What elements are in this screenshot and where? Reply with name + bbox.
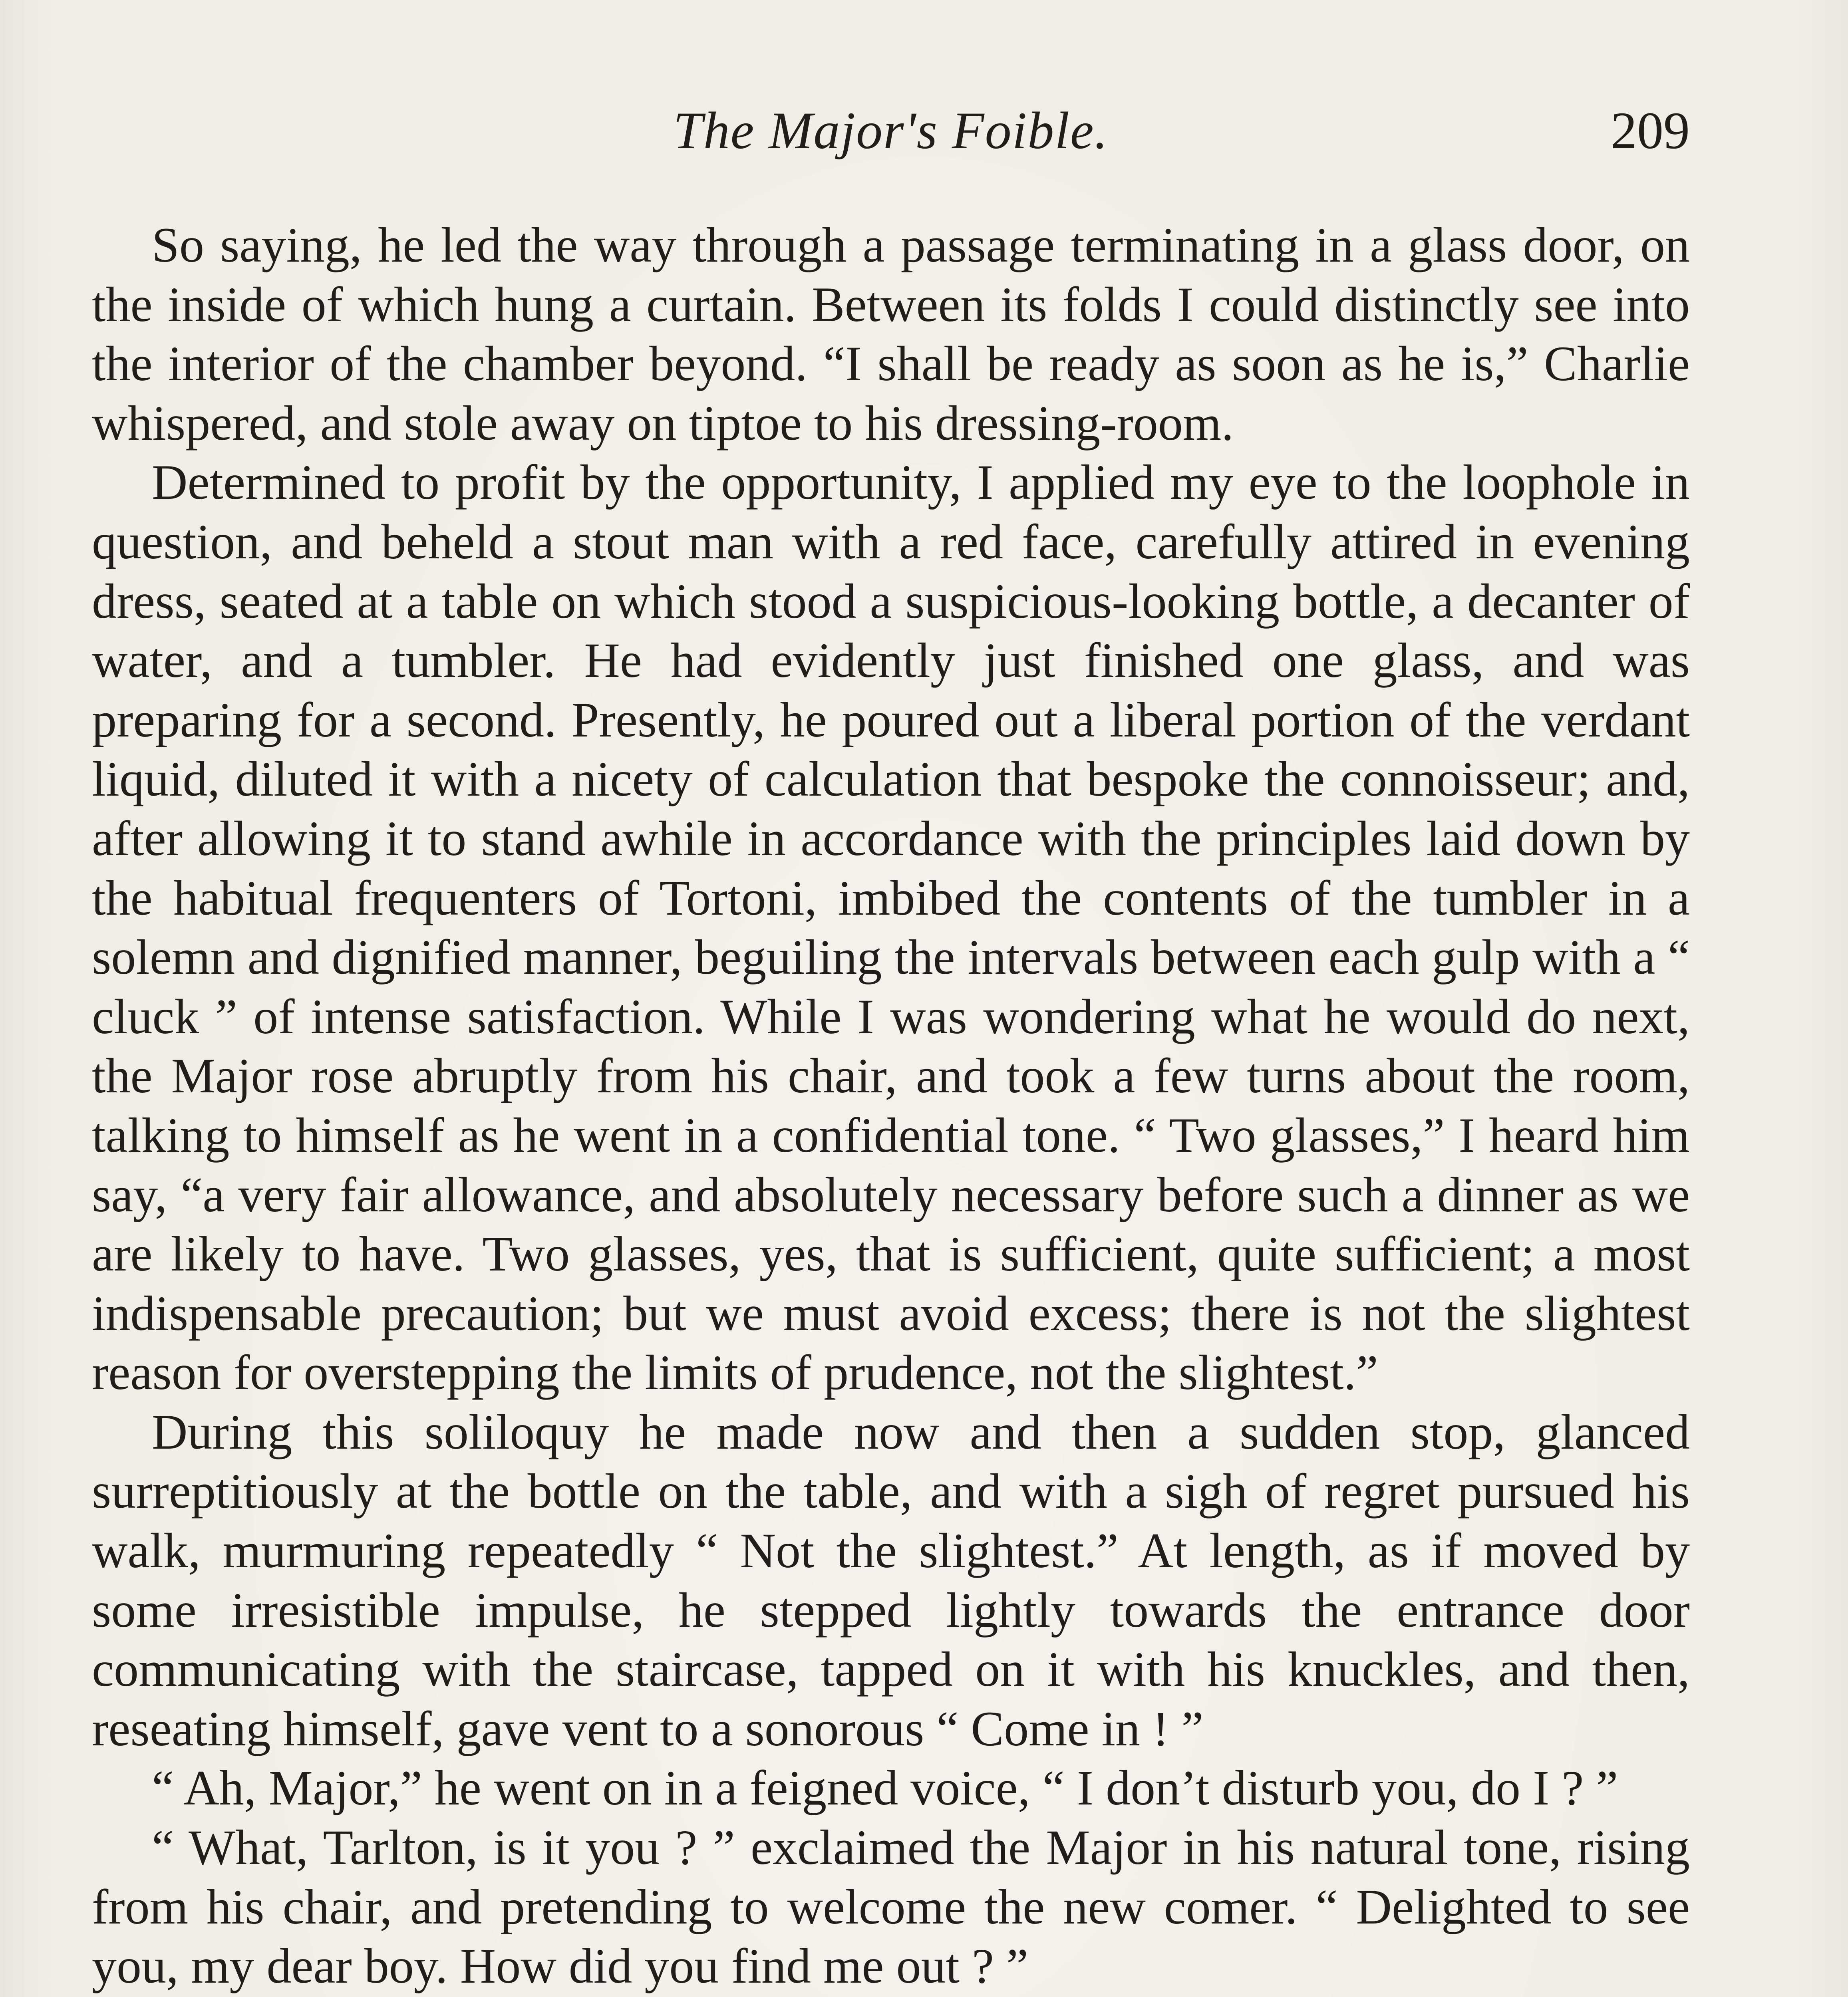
paragraph: “ What, Tarlton, is it you ? ” exclaimed the Major in his natural tone, rising from his chair, and pretending to welcome the new comer. “ Delighted to see you, my dear boy. How did you find me out ? ” (92, 1820, 1690, 1994)
paragraph: “ Ah, Major,” he went on in a feigned voice, “ I don’t disturb you, do I ? ” (152, 1761, 1618, 1816)
paragraph: During this soliloquy he made now and then a sudden stop, glanced surreptitiously at the bottle on the table, and with a sigh of regret pursued his walk, murmuring repeatedly “ Not the slightest.” At length, as if moved by some irresistible impulse, he stepped lightly towards the entrance door communicating with the staircase, tapped on it with his knuckles, and then, reseating himself, gave vent to a sonorous “ Come in ! ” (92, 1404, 1690, 1756)
body-text (92, 216, 1690, 1997)
paragraph: Determined to profit by the opportunity, I applied my eye to the loophole in question, and beheld a stout man with a red face, carefully attired in evening dress, seated at a table on which stood a suspicious-looking bottle, a decanter of water, and a tumbler. He had evidently just finished one glass, and was preparing for a second. Presently, he poured out a liberal portion of the verdant liquid, diluted it with a nicety of calculation that bespoke the connoisseur; and, after allowing it to stand awhile in accordance with the principles laid down by the habitual frequenters of Tortoni, imbibed the contents of the tumbler in a solemn and dignified manner, beguiling the intervals between each gulp with a “ cluck ” of intense satisfaction. While I was wondering what he would do next, the Major rose abruptly from his chair, and took a few turns about the room, talking to himself as he went in a confidential tone. “ Two glasses,” I heard him say, “a very fair allowance, and absolutely necessary before such a dinner as we are likely to have. Two glasses, yes, that is sufficient, quite sufficient; a most indispensable precaution; but we must avoid excess; there is not the slightest reason for overstepping the limits of prudence, not the slightest.” (92, 455, 1690, 1400)
running-title: The Major's Foible. (673, 101, 1109, 160)
page-number: 209 (1611, 101, 1690, 160)
paragraph: So saying, he led the way through a passage terminating in a glass door, on the inside of which hung a curtain. Between its folds I could distinctly see into the interior of the chamber beyond. “I shall be ready as soon as he is,” Charlie whispered, and stole away on tiptoe to his dressing-room. (92, 218, 1690, 451)
running-head (92, 96, 1690, 160)
